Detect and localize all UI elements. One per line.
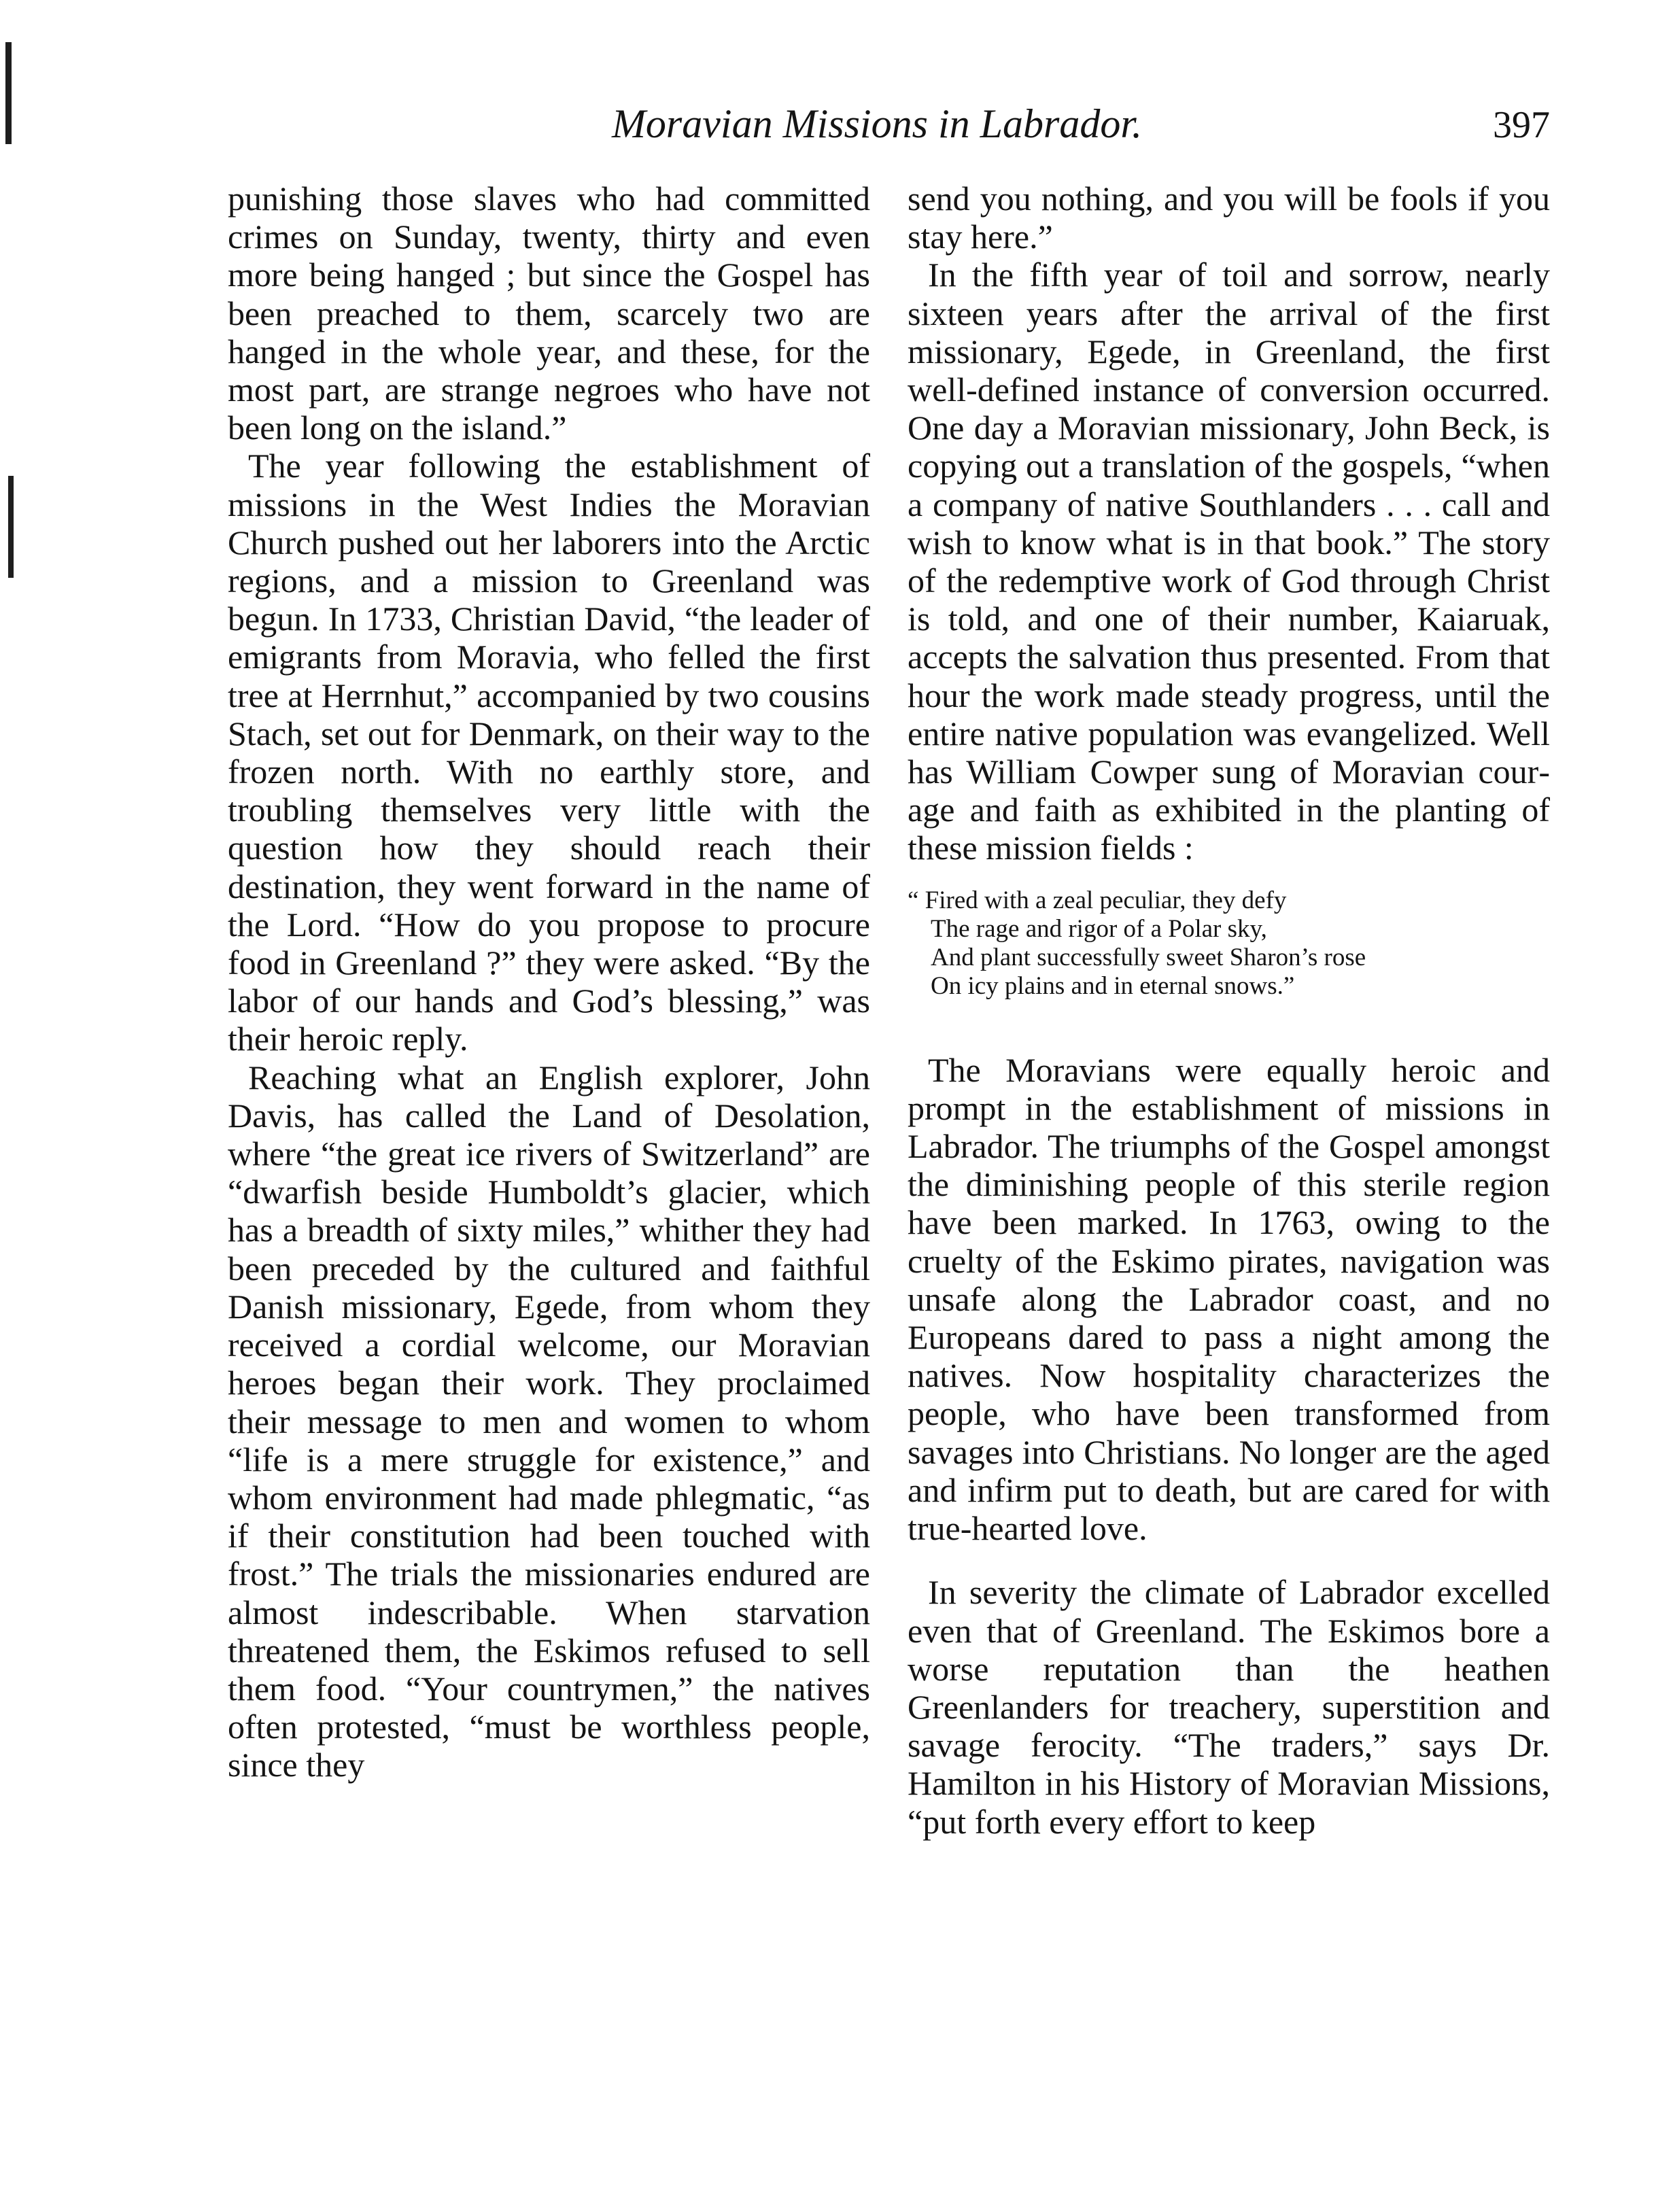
paragraph: punishing those slaves who had committed crimes on Sunday, twenty, thirty and even more being hanged ; but since the Gospel has been preached to them, scarcely two are hanged in the whole year, and these, for the most part, are strange negroes who have not been long on the island.”: [228, 179, 870, 447]
scan-edge-mark-top: [5, 42, 12, 144]
poem-quote: [908, 886, 1550, 1001]
poem-line: And plant successfully sweet Sharon’s rose: [931, 943, 1366, 971]
paragraph: The year following the establishment of missions in the West Indies the Moravian Church pushed out her laborers into the Arctic regions, and a mission to Greenland was begun. In 1733, Christian David, “the leader of emigrants from Moravia, who felled the first tree at Herrnhut,” accompanied by two cousins Stach, set out for Denmark, on their way to the frozen north. With no earthly store, and troubling themselves very little with the question how they should reach their destination, they went forward in the name of the Lord. “How do you propose to procure food in Greenland ?” they were asked. “By the labor of our hands and God’s blessing,” was their heroic reply.: [228, 447, 870, 1058]
left-column: [228, 179, 870, 1784]
right-column: [908, 179, 1550, 1841]
page-number: 397: [1493, 104, 1550, 146]
running-title: Moravian Missions in Labrador.: [611, 101, 1143, 146]
poem-line: On icy plains and in eternal snows.”: [931, 971, 1295, 1000]
paragraph: send you nothing, and you will be fools if you stay here.”: [908, 179, 1550, 256]
paragraph: In severity the climate of Labrador excelled even that of Greenland. The Eskimos bore a worse reputation than the heathen Greenlanders for treachery, superstition and savage ferocity. “The traders,” says Dr. Hamilton in his History of Moravian Missions, “put forth every effort to keep: [908, 1573, 1550, 1841]
poem-line: “ Fired with a zeal peculiar, they defy: [908, 886, 1287, 914]
paragraph: The Moravians were equally heroic and prompt in the establishment of missions in Labrador. The triumphs of the Gospel amongst the diminishing people of this sterile region have been marked. In 1763, owing to the cruelty of the Eskimo pirates, navigation was unsafe along the Labrador coast, and no Europeans dared to pass a night among the natives. Now hospitality characterizes the people, who have been transformed from savages into Christians. No longer are the aged and infirm put to death, but are cared for with true-hearted love.: [908, 1050, 1550, 1548]
paragraph: Reaching what an English explorer, John Davis, has called the Land of Desolation, where “the great ice rivers of Switzerland” are “dwarfish beside Humboldt’s glacier, which has a breadth of sixty miles,” whither they had been preceded by the cultured and faithful Danish missionary, Egede, from whom they received a cordial welcome, our Moravian heroes began their work. They proclaimed their message to men and women to whom “life is a mere struggle for existence,” and whom environment had made phlegmatic, “as if their constitution had been touched with frost.” The trials the missionaries endured are almost indescribable. When starvation threatened them, the Eskimos refused to sell them food. “Your countrymen,” the natives often protested, “must be worthless people, since they: [228, 1058, 870, 1784]
poem-line: The rage and rigor of a Polar sky,: [931, 914, 1267, 943]
paragraph: In the fifth year of toil and sorrow, nearly sixteen years after the arrival of the first missionary, Egede, in Greenland, the first well-defined instance of conversion occurred. One day a Moravian missionary, John Beck, is copying out a translation of the gospels, “when a company of native Southlanders . . . call and wish to know what is in that book.” The story of the redemptive work of God through Christ is told, and one of their number, Kaiaruak, accepts the salvation thus presented. From that hour the work made steady progress, until the entire native population was evangelized. Well has William Cowper sung of Moravian courage and faith as exhibited in the planting of these mission fields :: [908, 256, 1550, 867]
scan-edge-mark-bottom: [8, 476, 14, 578]
